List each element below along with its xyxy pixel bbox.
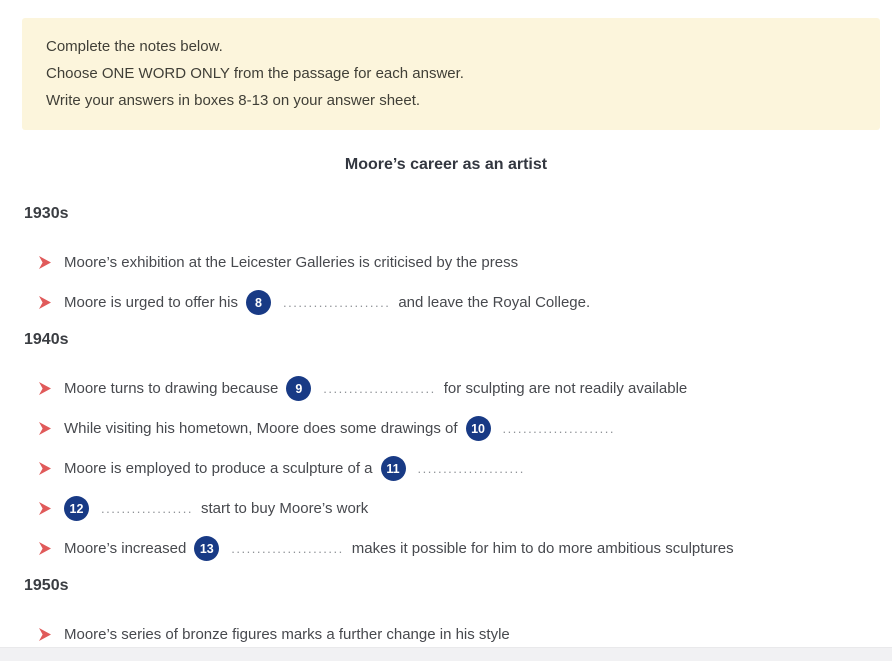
bullet-arrow-icon	[38, 256, 51, 269]
question-number-badge: 8	[246, 290, 271, 315]
instruction-line: Write your answers in boxes 8-13 on your answer sheet.	[46, 92, 421, 109]
bullet-arrow-icon	[38, 542, 51, 555]
question-number-badge: 9	[286, 376, 311, 401]
instruction-box	[22, 18, 880, 130]
bullet-arrow-icon	[38, 382, 51, 395]
bullet-arrow-icon	[38, 502, 51, 515]
note-text-post: for sculpting are not readily available	[443, 379, 688, 397]
note-item	[38, 376, 892, 401]
note-list	[38, 376, 892, 561]
bullet-arrow-icon	[38, 422, 51, 435]
answer-blank: ......................	[323, 380, 436, 396]
note-text-pre: Moore is employed to produce a sculpture of a	[64, 459, 373, 477]
question-number-badge: 10	[466, 416, 491, 441]
note-text-pre: Moore is urged to offer his	[64, 293, 238, 311]
note-text	[64, 252, 518, 274]
answer-blank: .....................	[417, 460, 525, 476]
note-text-pre: While visiting his hometown, Moore does some drawings of	[64, 419, 458, 437]
section-heading-1950s: 1950s	[24, 577, 69, 594]
note-text	[64, 536, 734, 561]
note-text-post: makes it possible for him to do more ambitious sculptures	[351, 539, 734, 557]
answer-blank: ..................	[101, 500, 194, 516]
question-number-badge: 13	[194, 536, 219, 561]
note-item	[38, 290, 892, 315]
note-text	[64, 496, 368, 521]
note-text	[64, 376, 687, 401]
instruction-line: Choose ONE WORD ONLY from the passage for each answer.	[46, 65, 464, 82]
bullet-arrow-icon	[38, 296, 51, 309]
note-text-pre: Moore turns to drawing because	[64, 379, 279, 397]
notes-title: Moore’s career as an artist	[344, 156, 548, 173]
note-text	[64, 456, 525, 481]
answer-blank: ......................	[502, 420, 615, 436]
bullet-arrow-icon	[38, 628, 51, 641]
note-list	[38, 622, 892, 647]
note-text	[64, 624, 510, 646]
note-item	[38, 496, 892, 521]
note-text-post: and leave the Royal College.	[398, 293, 591, 311]
section-heading-1940s: 1940s	[24, 331, 69, 348]
question-number-badge: 11	[381, 456, 406, 481]
question-number-badge: 12	[64, 496, 89, 521]
note-text	[64, 290, 590, 315]
bullet-arrow-icon	[38, 462, 51, 475]
note-item	[38, 622, 892, 647]
note-text-pre: Moore’s increased	[64, 539, 187, 557]
instruction-line: Complete the notes below.	[46, 38, 223, 55]
note-text-post: start to buy Moore’s work	[201, 499, 369, 517]
note-text-pre: Moore’s series of bronze figures marks a further change in his style	[64, 625, 510, 643]
note-item	[38, 250, 892, 275]
answer-blank: ......................	[231, 540, 344, 556]
note-item	[38, 536, 892, 561]
page-bottom-edge	[0, 647, 892, 661]
note-text	[64, 416, 615, 441]
answer-blank: .....................	[282, 294, 391, 310]
note-text-pre: Moore’s exhibition at the Leicester Galleries is criticised by the press	[64, 253, 519, 271]
note-list	[38, 250, 892, 315]
note-item	[38, 456, 892, 481]
section-heading-1930s: 1930s	[24, 205, 69, 222]
note-item	[38, 416, 892, 441]
